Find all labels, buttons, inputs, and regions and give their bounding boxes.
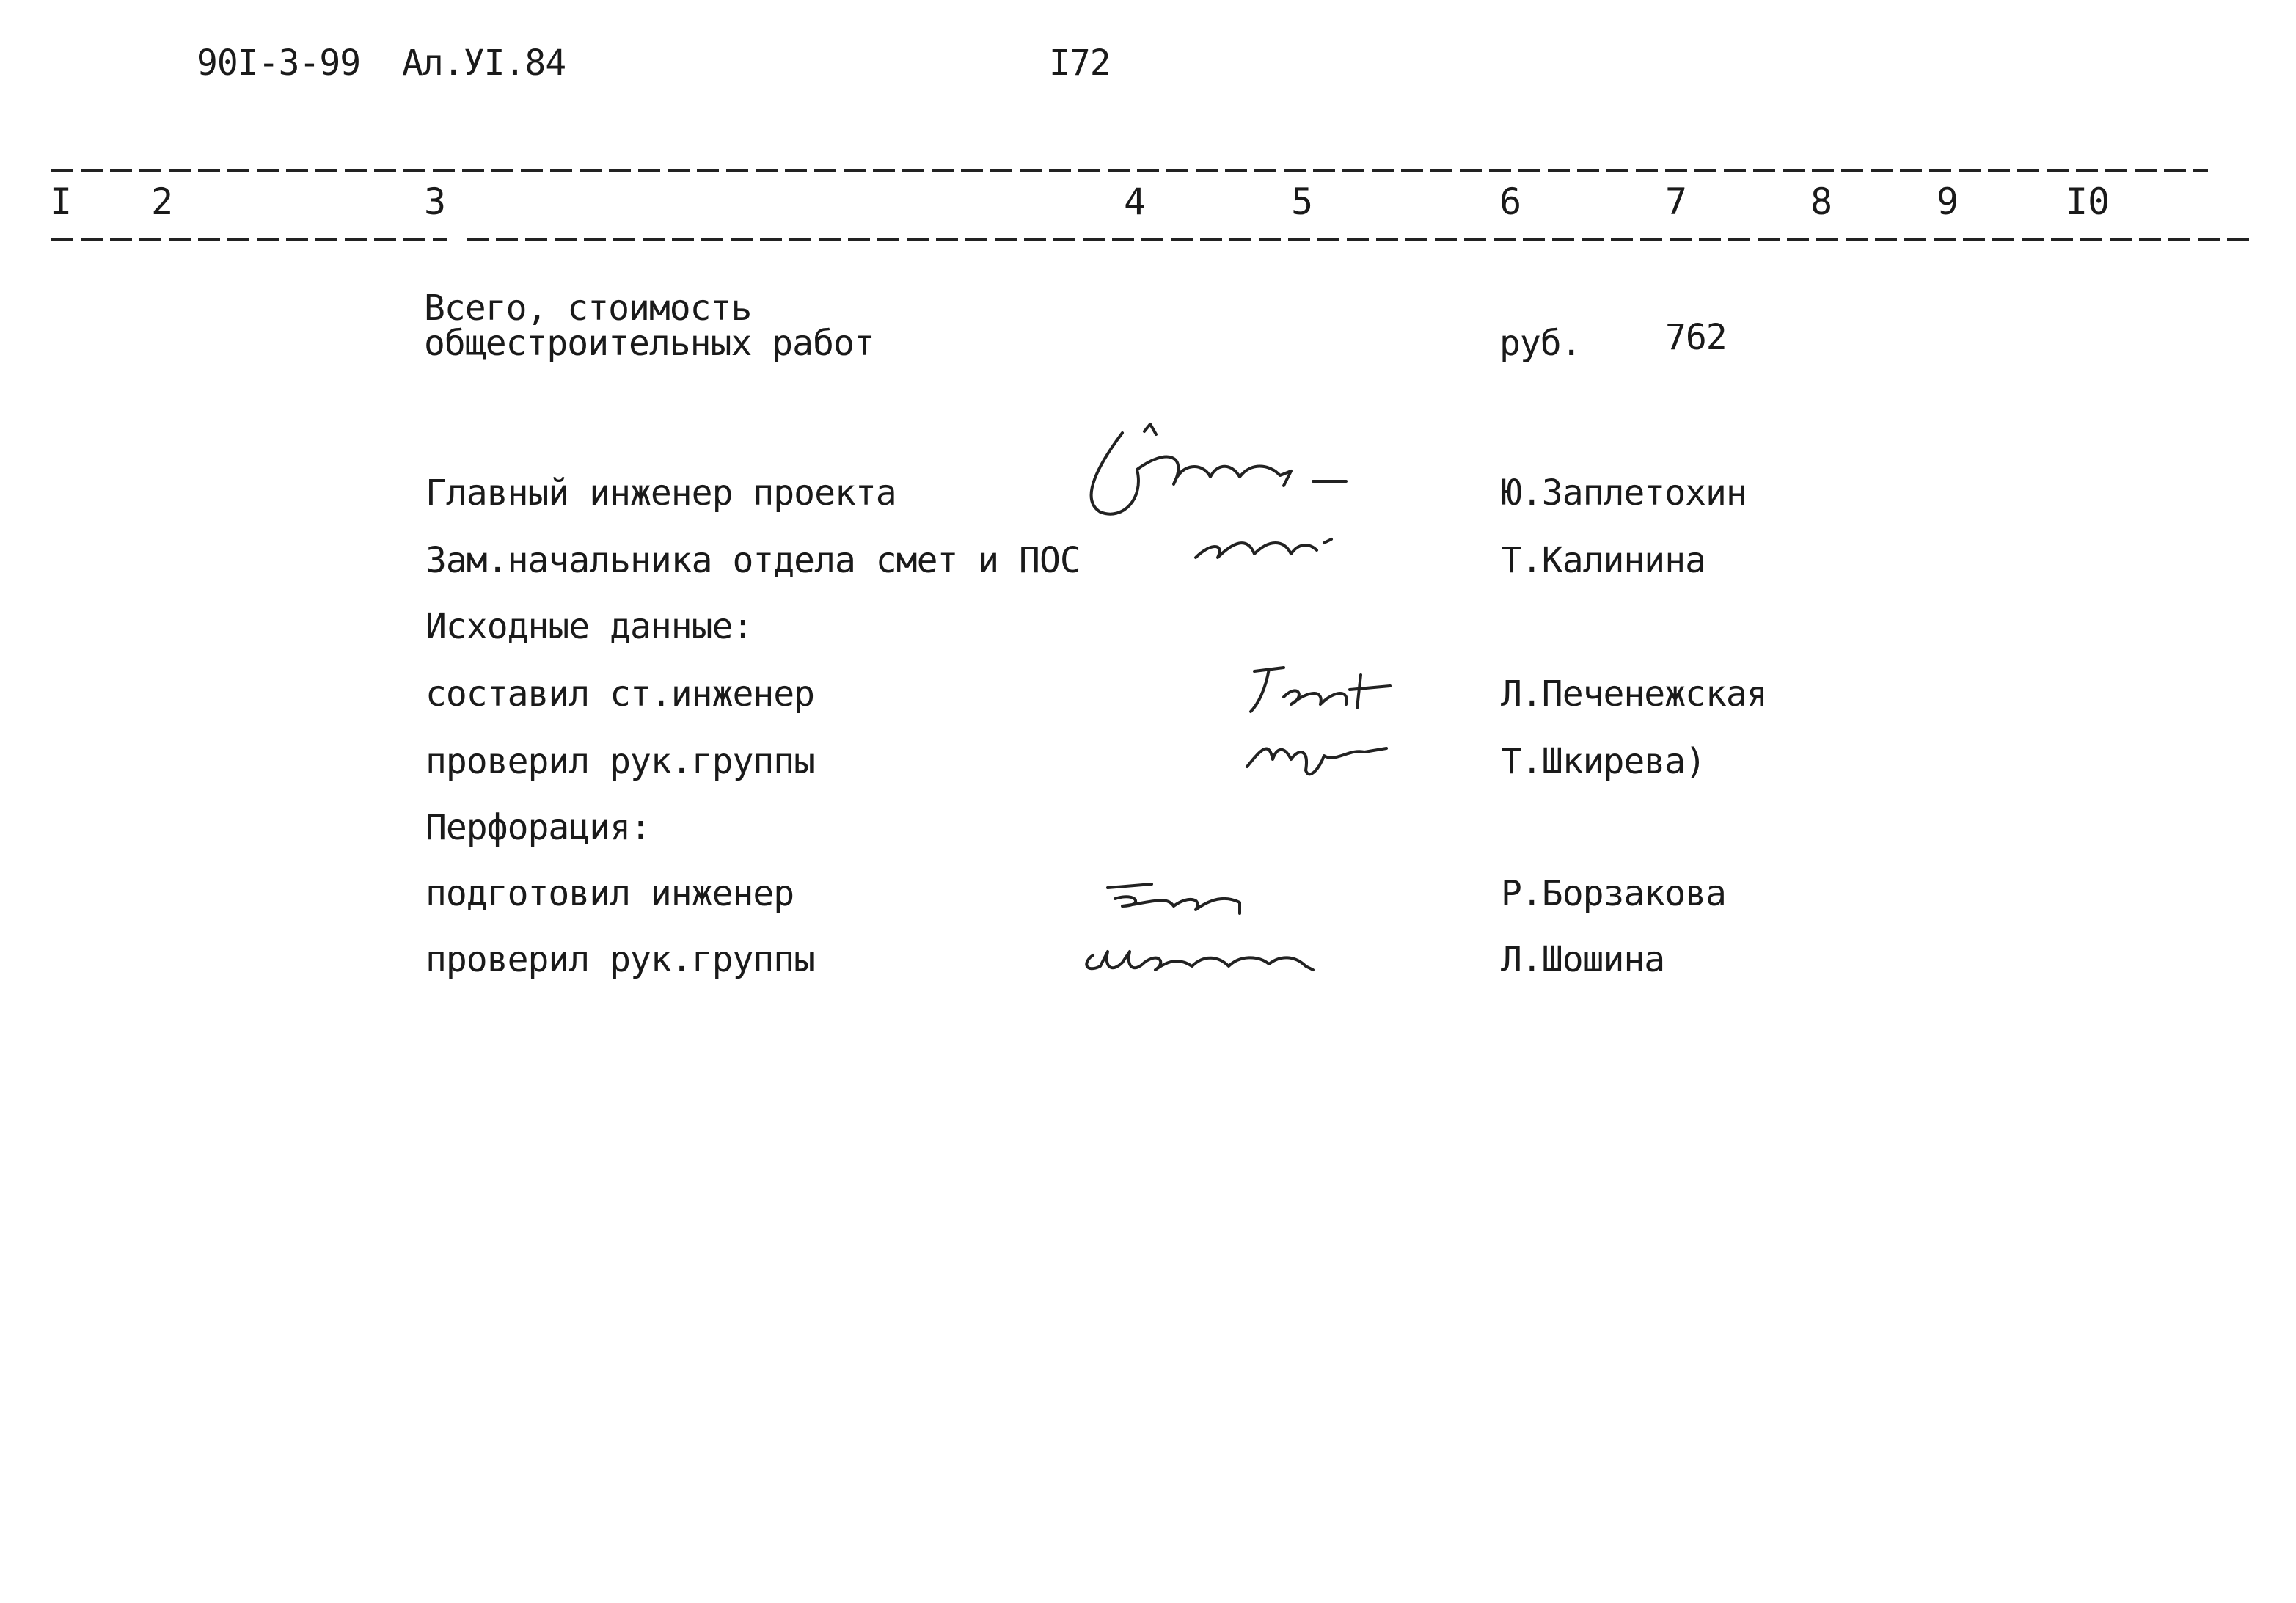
compiled-by-signature — [1240, 660, 1401, 719]
column-number-9: 9 — [1937, 180, 1959, 223]
column-number-7: 7 — [1665, 180, 1688, 223]
document-code: 90I-3-99 — [197, 43, 361, 84]
total-label-line2: общестроительных работ — [424, 323, 874, 364]
total-label-line1: Всего, стоимость — [424, 288, 752, 329]
prepared-by-name: Р.Борзакова — [1501, 873, 1726, 914]
prepared-by-role: подготовил инженер — [425, 873, 794, 914]
column-number-3: 3 — [424, 180, 447, 223]
column-number-10: I0 — [2066, 180, 2110, 223]
perforation-checked-name: Л.Шошина — [1501, 939, 1665, 980]
total-value: 762 — [1665, 317, 1727, 358]
chief-engineer-role: Главный инженер проекта — [425, 472, 896, 514]
page-number: I72 — [1049, 43, 1111, 84]
checked-by-signature — [1240, 726, 1401, 785]
chief-engineer-signature — [1071, 418, 1364, 521]
total-unit: руб. — [1499, 323, 1582, 364]
deputy-head-name: Т.Калинина — [1501, 540, 1705, 581]
column-number-5: 5 — [1291, 180, 1314, 223]
table-header-rules — [0, 0, 2296, 293]
deputy-head-signature — [1188, 521, 1335, 572]
prepared-by-signature — [1093, 873, 1269, 924]
column-number-6: 6 — [1499, 180, 1522, 223]
column-number-4: 4 — [1124, 180, 1147, 223]
column-number-1: I — [50, 180, 73, 223]
perforation-checked-signature — [1071, 926, 1335, 985]
column-number-8: 8 — [1810, 180, 1833, 223]
source-data-heading: Исходные данные: — [425, 606, 753, 647]
compiled-by-role: составил ст.инженер — [425, 673, 815, 715]
perforation-checked-role: проверил рук.группы — [425, 939, 815, 980]
album-reference: Ал.УI.84 — [402, 43, 566, 84]
checked-by-role: проверил рук.группы — [425, 741, 815, 782]
deputy-head-role: Зам.начальника отдела смет и ПОС — [425, 540, 1081, 581]
perforation-heading: Перфорация: — [425, 807, 651, 848]
column-number-2: 2 — [151, 180, 174, 223]
chief-engineer-name: Ю.Заплетохин — [1501, 472, 1747, 514]
checked-by-name: Т.Шкирева) — [1501, 741, 1705, 782]
compiled-by-name: Л.Печенежская — [1501, 673, 1767, 715]
